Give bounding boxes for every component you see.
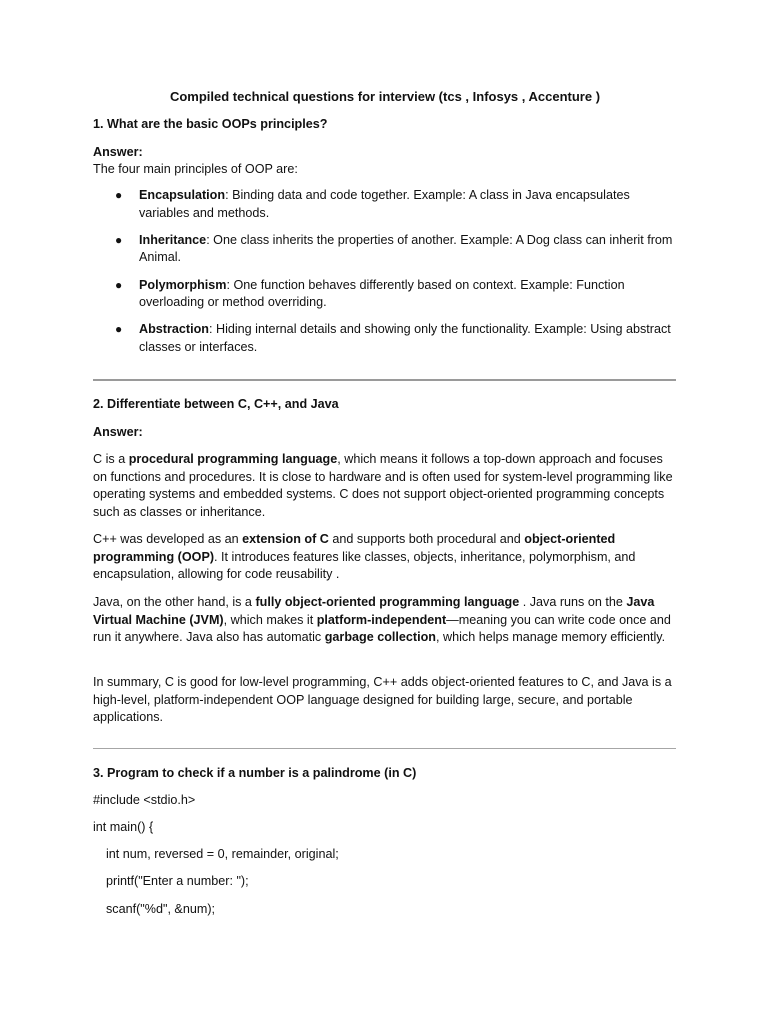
term-encapsulation: Encapsulation — [139, 188, 226, 202]
section-divider — [93, 379, 676, 381]
section-divider — [93, 748, 676, 749]
question-3-heading: 3. Program to check if a number is a palindrome (in C) — [93, 766, 417, 780]
list-item — [93, 187, 677, 222]
code-line: scanf("%d", &num); — [106, 902, 216, 916]
question-1-answer-label: Answer: — [93, 145, 143, 159]
term-description: : Hiding internal details and showing only the functionality. Example: Using abstract classes or interfaces. — [139, 322, 671, 354]
code-line: printf("Enter a number: "); — [106, 874, 249, 888]
paragraph-java: Java, on the other hand, is a fully object-oriented programming language . Java runs on the Java Virtual Machine (JVM), which makes it platform-independent—meaning you can write code once and run it anywhere. Java also has automatic garbage collection, which helps manage memory efficiently. — [93, 595, 671, 645]
term-polymorphism: Polymorphism — [139, 277, 227, 292]
bullet-icon: ● — [115, 322, 123, 337]
paragraph-summary: In summary, C is good for low-level programming, C++ adds object-oriented features to C, and Java is a high-level, platform-independent OOP language designed for building large, secure, and portable applications. — [93, 675, 672, 725]
term-description: : One function behaves differently based on context. Example: Function overloading or method overriding. — [139, 277, 625, 310]
document-title: Compiled technical questions for interview (tcs , Infosys , Accenture ) — [169, 89, 601, 104]
list-item — [93, 232, 677, 267]
bullet-icon: ● — [115, 277, 123, 292]
term-abstraction: Abstraction — [139, 322, 209, 337]
bullet-icon: ● — [115, 188, 123, 202]
term-description: : One class inherits the properties of another. Example: A Dog class can inherit from Animal. — [139, 232, 673, 265]
question-2-answer-label: Answer: — [93, 425, 143, 439]
question-1-heading: 1. What are the basic OOPs principles? — [93, 117, 328, 131]
list-item — [93, 277, 677, 312]
term-description: : Binding data and code together. Example: A class in Java encapsulates variables and methods. — [139, 188, 630, 220]
question-1-intro: The four main principles of OOP are: — [93, 162, 298, 176]
code-line: int num, reversed = 0, remainder, original; — [106, 847, 339, 861]
question-2-heading: 2. Differentiate between C, C++, and Java — [93, 397, 339, 411]
code-line: int main() { — [93, 820, 154, 834]
term-inheritance: Inheritance — [139, 232, 207, 247]
bullet-icon: ● — [115, 232, 123, 247]
list-item — [93, 321, 677, 356]
paragraph-cpp: C++ was developed as an extension of C and supports both procedural and object-oriented programming (OOP). It introduces features like classes, objects, inheritance, polymorphism, and encapsulation, allowing for code reusability . — [93, 532, 636, 582]
oop-principles-list — [93, 187, 677, 366]
code-line: #include <stdio.h> — [93, 793, 196, 807]
paragraph-c: C is a procedural programming language, which means it follows a top-down approach and focuses on functions and procedures. It is close to hardware and is often used for system-level programming like operating systems and embedded systems. C does not support object-oriented programming concepts such as classes or inheritance. — [93, 452, 673, 519]
